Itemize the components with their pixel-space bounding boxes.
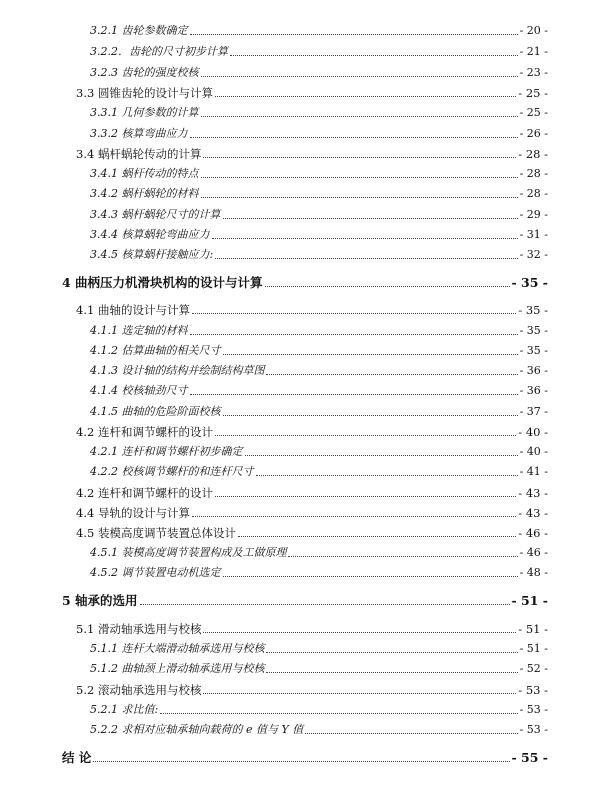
toc-entry[interactable] xyxy=(90,248,548,262)
toc-entry-title: 3.4.5 核算蜗杆接触应力: xyxy=(90,248,214,261)
toc-entry-page-number: - 53 - xyxy=(519,703,548,716)
toc-entry-page-number: - 32 - xyxy=(519,248,548,261)
toc-dot-leader xyxy=(215,96,516,97)
toc-entry-title: 4.1.4 校核轴劲尺寸 xyxy=(90,384,188,397)
toc-entry[interactable] xyxy=(62,594,548,608)
toc-entry-page-number: - 36 - xyxy=(519,364,548,377)
toc-dot-leader xyxy=(245,455,518,456)
toc-dot-leader xyxy=(265,286,510,287)
toc-dot-leader xyxy=(93,761,509,762)
toc-entry-title: 5 轴承的选用 xyxy=(62,593,138,608)
toc-dot-leader xyxy=(201,116,518,117)
toc-entry-title: 4.5.1 装模高度调节装置构成及工做原理 xyxy=(90,546,287,559)
toc-entry-page-number: - 35 - xyxy=(519,324,548,337)
toc-dot-leader xyxy=(230,55,518,56)
toc-entry[interactable] xyxy=(90,66,548,80)
toc-entry-page-number: - 53 - xyxy=(519,723,548,736)
toc-entry[interactable] xyxy=(90,546,548,560)
toc-dot-leader xyxy=(201,197,518,198)
toc-entry-title: 3.4 蜗杆蜗轮传动的计算 xyxy=(76,147,202,161)
toc-entry-title: 3.4.1 蜗杆传动的特点 xyxy=(90,167,199,180)
toc-entry-page-number: - 53 - xyxy=(518,683,548,697)
toc-dot-leader xyxy=(223,415,518,416)
toc-entry[interactable] xyxy=(90,566,548,580)
toc-entry[interactable] xyxy=(76,86,548,100)
toc-dot-leader xyxy=(266,374,517,375)
toc-dot-leader xyxy=(140,604,510,605)
toc-entry[interactable] xyxy=(76,147,548,161)
toc-entry[interactable] xyxy=(62,751,548,765)
toc-entry[interactable] xyxy=(90,106,548,120)
toc-dot-leader xyxy=(223,576,518,577)
toc-entry-title: 3.2.1 齿轮参数确定 xyxy=(90,24,188,37)
toc-entry-title: 4.2 连杆和调节螺杆的设计 xyxy=(76,425,213,439)
toc-entry-title: 3.4.4 核算蜗轮弯曲应力 xyxy=(90,228,210,241)
toc-entry-title: 3.2.3 齿轮的强度校核 xyxy=(90,66,199,79)
toc-entry[interactable] xyxy=(76,622,548,636)
toc-entry[interactable] xyxy=(90,344,548,358)
toc-entry-title: 4.1.2 估算曲轴的相关尺寸 xyxy=(90,344,221,357)
toc-dot-leader xyxy=(223,354,518,355)
toc-entry[interactable] xyxy=(76,506,548,520)
toc-dot-leader xyxy=(203,632,516,633)
toc-dot-leader xyxy=(203,693,516,694)
toc-entry-title: 4.1.1 选定轴的材料 xyxy=(90,324,188,337)
toc-entry[interactable] xyxy=(90,445,548,459)
toc-dot-leader xyxy=(190,34,518,35)
toc-dot-leader xyxy=(201,76,518,77)
toc-dot-leader xyxy=(238,536,516,537)
toc-entry-page-number: - 28 - xyxy=(519,187,548,200)
toc-entry[interactable] xyxy=(62,276,548,290)
toc-dot-leader xyxy=(223,218,518,219)
toc-entry-page-number: - 29 - xyxy=(519,208,548,221)
toc-entry-page-number: - 35 - xyxy=(518,303,548,317)
toc-entry-title: 4 曲柄压力机滑块机构的设计与计算 xyxy=(62,275,263,290)
toc-dot-leader xyxy=(266,672,517,673)
toc-entry-title: 4.5 装模高度调节装置总体设计 xyxy=(76,526,236,540)
toc-entry-title: 4.2.2 校核调节螺杆的和连杆尺寸 xyxy=(90,465,254,478)
toc-entry-page-number: - 35 - xyxy=(519,344,548,357)
toc-entry[interactable] xyxy=(90,405,548,419)
toc-entry-page-number: - 41 - xyxy=(519,465,548,478)
toc-entry-page-number: - 51 - xyxy=(519,642,548,655)
toc-entry-title: 4.1.5 曲轴的危险阶面校核 xyxy=(90,405,221,418)
toc-entry-page-number: - 36 - xyxy=(519,384,548,397)
toc-entry[interactable] xyxy=(90,208,548,222)
toc-entry[interactable] xyxy=(90,228,548,242)
toc-entry[interactable] xyxy=(90,187,548,201)
toc-dot-leader xyxy=(288,556,517,557)
toc-dot-leader xyxy=(215,258,517,259)
toc-entry-page-number: - 43 - xyxy=(518,486,548,500)
toc-entry-title: 5.1.1 连杆大端滑动轴承选用与校核 xyxy=(90,642,265,655)
toc-entry-title: 4.1 曲轴的设计与计算 xyxy=(76,303,190,317)
toc-entry-page-number: - 46 - xyxy=(518,526,548,540)
toc-entry-page-number: - 23 - xyxy=(519,66,548,79)
toc-dot-leader xyxy=(190,137,518,138)
toc-entry-page-number: - 43 - xyxy=(518,506,548,520)
toc-entry-page-number: - 51 - xyxy=(518,622,548,636)
toc-entry[interactable] xyxy=(76,425,548,439)
toc-dot-leader xyxy=(192,313,516,314)
toc-entry-title: 3.2.2．齿轮的尺寸初步计算 xyxy=(90,45,228,58)
toc-entry-page-number: - 28 - xyxy=(519,167,548,180)
toc-dot-leader xyxy=(190,334,518,335)
toc-entry-title: 3.4.2 蜗杆蜗轮的材料 xyxy=(90,187,199,200)
toc-entry-title: 5.1.2 曲轴颈上滑动轴承选用与校核 xyxy=(90,662,265,675)
toc-dot-leader xyxy=(192,516,516,517)
toc-entry-title: 3.4.3 蜗杆蜗轮尺寸的计算 xyxy=(90,208,221,221)
toc-entry-page-number: - 37 - xyxy=(519,405,548,418)
toc-entry[interactable] xyxy=(90,24,548,38)
toc-entry-page-number: - 31 - xyxy=(519,228,548,241)
toc-entry-title: 3.3 圆锥齿轮的设计与计算 xyxy=(76,86,213,100)
toc-entry-page-number: - 48 - xyxy=(519,566,548,579)
toc-entry[interactable] xyxy=(76,683,548,697)
toc-dot-leader xyxy=(266,652,517,653)
toc-entry-title: 4.4 导轨的设计与计算 xyxy=(76,506,190,520)
toc-entry-title: 5.1 滑动轴承选用与校核 xyxy=(76,622,202,636)
toc-entry-page-number: - 55 - xyxy=(511,750,548,765)
toc-entry[interactable] xyxy=(90,324,548,338)
toc-entry-page-number: - 28 - xyxy=(518,147,548,161)
toc-entry[interactable] xyxy=(90,45,548,59)
toc-dot-leader xyxy=(201,177,518,178)
toc-entry-page-number: - 40 - xyxy=(518,425,548,439)
toc-entry-title: 3.3.2 核算弯曲应力 xyxy=(90,127,188,140)
toc-entry[interactable] xyxy=(90,465,548,479)
toc-entry[interactable] xyxy=(76,526,548,540)
toc-entry[interactable] xyxy=(90,642,548,656)
toc-dot-leader xyxy=(212,238,518,239)
toc-entry-page-number: - 25 - xyxy=(518,86,548,100)
toc-entry-title: 4.1.3 设计轴的结构并绘制结构草图 xyxy=(90,364,265,377)
toc-dot-leader xyxy=(190,394,518,395)
toc-entry-title: 4.2 连杆和调节螺杆的设计 xyxy=(76,486,213,500)
toc-entry[interactable] xyxy=(76,486,548,500)
toc-entry[interactable] xyxy=(90,703,548,717)
toc-dot-leader xyxy=(305,733,517,734)
toc-entry-title: 5.2 滚动轴承选用与校核 xyxy=(76,683,202,697)
toc-dot-leader xyxy=(256,475,518,476)
toc-entry-page-number: - 25 - xyxy=(519,106,548,119)
toc-entry[interactable] xyxy=(90,662,548,676)
toc-dot-leader xyxy=(160,713,517,714)
toc-entry-title: 5.2.2 求相对应轴承轴向载荷的 e 值与 Y 值 xyxy=(90,723,304,736)
toc-entry-title: 3.3.1 几何参数的计算 xyxy=(90,106,199,119)
toc-entry[interactable] xyxy=(76,303,548,317)
toc-entry-page-number: - 40 - xyxy=(519,445,548,458)
toc-entry-title: 4.5.2 调节装置电动机选定 xyxy=(90,566,221,579)
toc-entry[interactable] xyxy=(90,127,548,141)
toc-entry-title: 5.2.1 求比值: xyxy=(90,703,159,716)
toc-dot-leader xyxy=(215,496,516,497)
toc-entry[interactable] xyxy=(90,167,548,181)
toc-entry[interactable] xyxy=(90,384,548,398)
toc-entry-page-number: - 46 - xyxy=(519,546,548,559)
toc-entry-title: 4.2.1 连杆和调节螺杆初步确定 xyxy=(90,445,243,458)
toc-dot-leader xyxy=(215,435,516,436)
toc-entry-page-number: - 35 - xyxy=(511,275,548,290)
toc-entry-title: 结 论 xyxy=(62,750,92,765)
toc-entry-page-number: - 20 - xyxy=(519,24,548,37)
toc-entry-page-number: - 26 - xyxy=(519,127,548,140)
toc-entry-page-number: - 21 - xyxy=(519,45,548,58)
toc-entry[interactable] xyxy=(90,364,548,378)
toc-entry-page-number: - 52 - xyxy=(519,662,548,675)
toc-dot-leader xyxy=(203,157,516,158)
toc-entry-page-number: - 51 - xyxy=(511,593,548,608)
toc-entry[interactable] xyxy=(90,723,548,737)
